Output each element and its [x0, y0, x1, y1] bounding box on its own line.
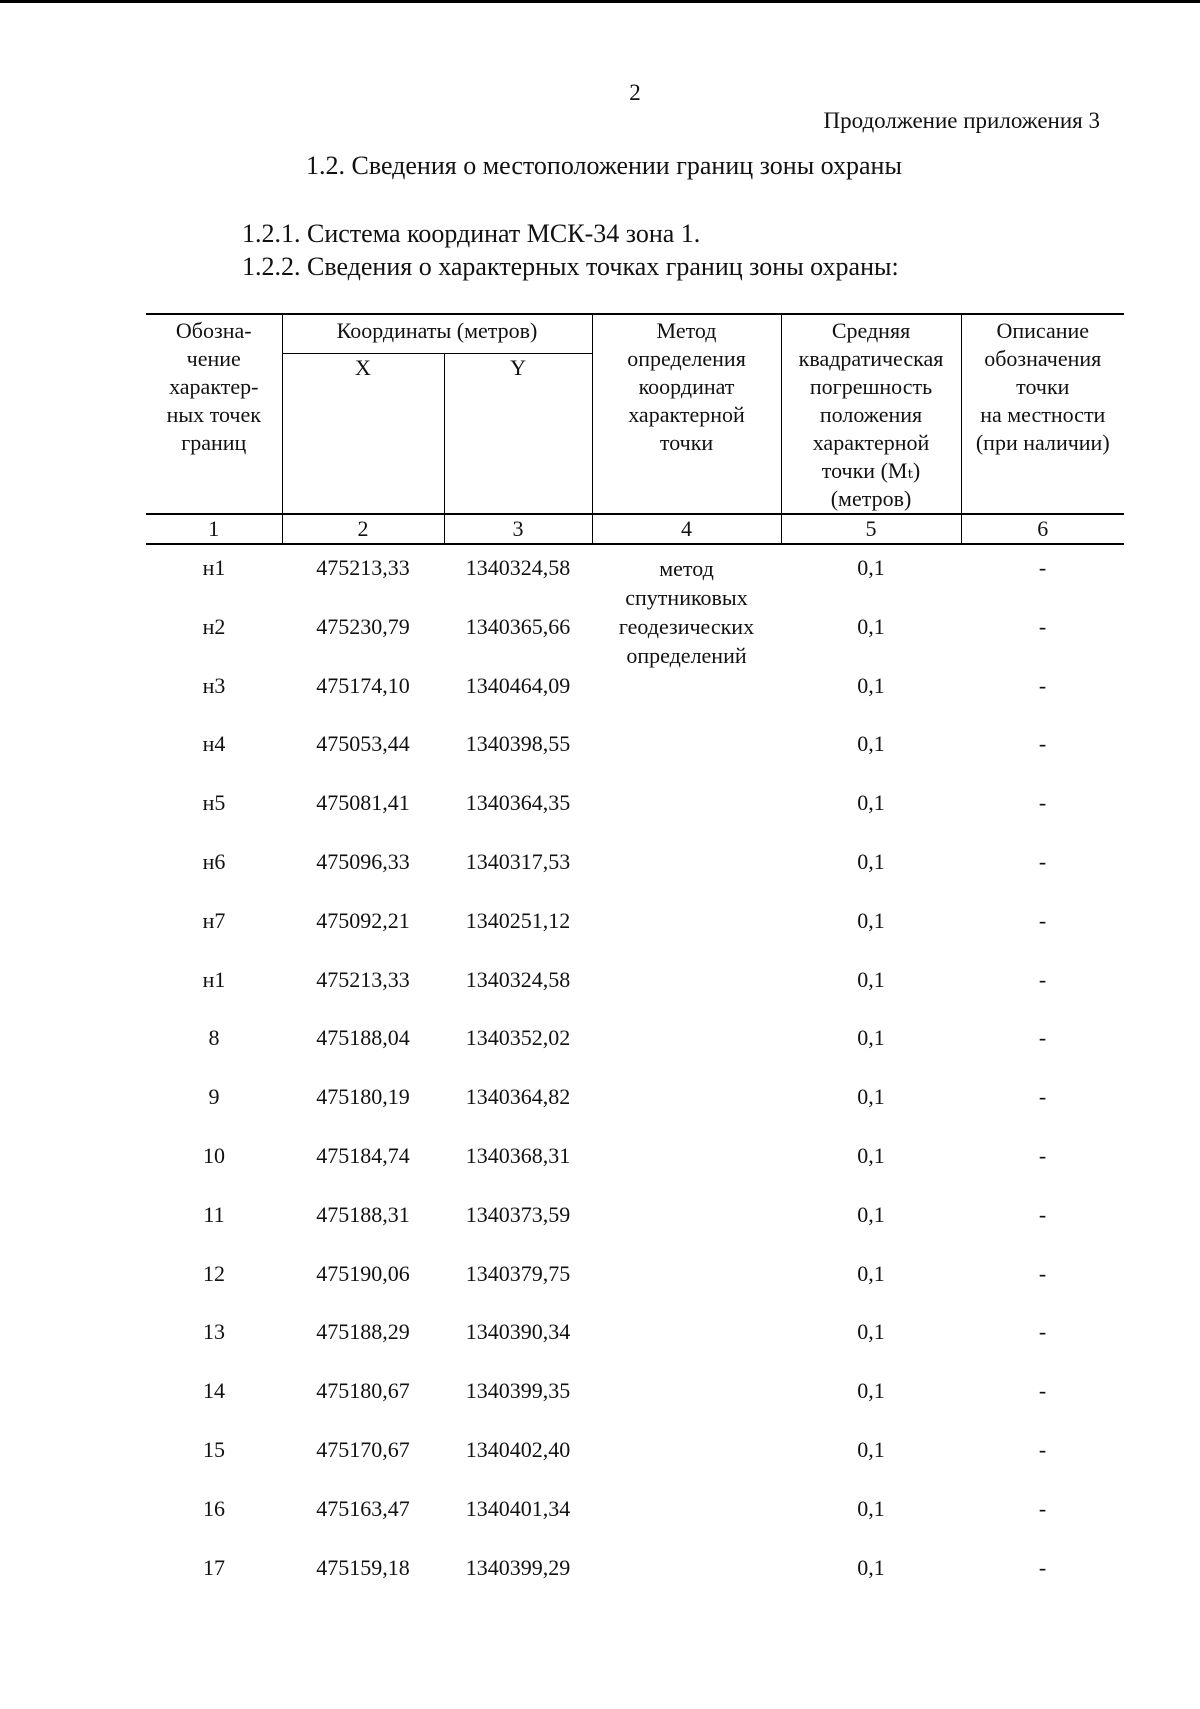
header-mean-square-error — [781, 314, 961, 514]
top-rule — [0, 0, 1200, 3]
x-cell: 475092,21 — [316, 907, 410, 933]
y-cell: 1340399,29 — [465, 1554, 571, 1580]
description-cell: - — [1038, 790, 1047, 816]
method-cell: метод спутниковых геодезических определений — [618, 556, 755, 668]
coordinate-system-line: 1.2.1. Система координат МСК-34 зона 1. — [242, 219, 701, 248]
table-row — [146, 1015, 1124, 1074]
point-cell: 9 — [208, 1084, 220, 1110]
x-cell: 475096,33 — [316, 848, 410, 874]
x-cell: 475188,29 — [316, 1319, 410, 1345]
x-cell: 475081,41 — [316, 790, 410, 816]
header-method — [592, 314, 781, 514]
point-cell: 14 — [203, 1378, 225, 1404]
column-number: 2 — [282, 514, 444, 544]
table-row — [146, 1368, 1124, 1427]
header-description-text: Описание обозначения точки на местности (при наличии) — [975, 318, 1110, 455]
description-cell: - — [1038, 1436, 1047, 1462]
x-cell: 475213,33 — [316, 555, 410, 580]
y-cell: 1340402,40 — [465, 1436, 571, 1462]
point-cell: 10 — [203, 1142, 225, 1168]
column-numbers-row — [146, 514, 1124, 544]
point-cell: 17 — [203, 1554, 225, 1580]
point-cell: н6 — [202, 848, 226, 874]
table-row — [146, 663, 1124, 722]
y-cell: 1340324,58 — [465, 555, 571, 580]
y-cell: 1340324,58 — [465, 966, 571, 992]
error-cell: 0,1 — [857, 1495, 885, 1521]
point-cell: н4 — [202, 731, 226, 757]
x-cell: 475190,06 — [316, 1260, 410, 1286]
table-row — [146, 898, 1124, 957]
description-cell: - — [1038, 1495, 1047, 1521]
point-cell: н2 — [202, 613, 226, 639]
error-cell: 0,1 — [857, 907, 885, 933]
x-cell: 475174,10 — [316, 672, 410, 698]
point-cell: н7 — [202, 907, 226, 933]
description-cell: - — [1038, 1260, 1047, 1286]
error-cell: 0,1 — [857, 1554, 885, 1580]
y-cell: 1340373,59 — [465, 1201, 571, 1227]
y-cell: 1340364,35 — [465, 790, 571, 816]
error-cell: 0,1 — [857, 1025, 885, 1051]
error-cell: 0,1 — [857, 1084, 885, 1110]
x-cell: 475053,44 — [316, 731, 410, 757]
error-cell: 0,1 — [857, 966, 885, 992]
table-row — [146, 957, 1124, 1016]
table-row — [146, 604, 1124, 663]
error-cell: 0,1 — [857, 1319, 885, 1345]
table-row — [146, 1074, 1124, 1133]
table-body — [146, 545, 1124, 1603]
header-y: Y — [444, 354, 592, 514]
table-row — [146, 1309, 1124, 1368]
error-cell: 0,1 — [857, 1436, 885, 1462]
point-cell: 12 — [203, 1260, 225, 1286]
point-cell: 16 — [203, 1495, 225, 1521]
section-title: 1.2. Сведения о местоположении границ зоны охраны — [306, 151, 902, 180]
table-row — [146, 1192, 1124, 1251]
header-point-designation-text: Обозна- чение характер- ных точек границ — [166, 318, 261, 455]
column-number: 6 — [961, 514, 1124, 544]
table-row — [146, 1545, 1124, 1604]
x-cell: 475188,04 — [316, 1025, 410, 1051]
x-cell: 475180,19 — [316, 1084, 410, 1110]
error-cell: 0,1 — [857, 848, 885, 874]
table-row — [146, 721, 1124, 780]
y-cell: 1340352,02 — [465, 1025, 571, 1051]
description-cell: - — [1038, 613, 1047, 639]
x-cell: 475188,31 — [316, 1201, 410, 1227]
description-cell: - — [1038, 1554, 1047, 1580]
header-point-designation — [146, 314, 282, 514]
x-cell: 475230,79 — [316, 613, 410, 639]
page-number: 2 — [629, 80, 641, 105]
point-cell: н1 — [202, 966, 226, 992]
x-cell: 475170,67 — [316, 1436, 410, 1462]
y-cell: 1340368,31 — [465, 1142, 571, 1168]
y-cell: 1340399,35 — [465, 1378, 571, 1404]
rows-container — [146, 545, 1124, 1603]
error-cell: 0,1 — [857, 1142, 885, 1168]
point-cell: н1 — [202, 555, 226, 580]
point-cell: н3 — [202, 672, 226, 698]
x-cell: 475180,67 — [316, 1378, 410, 1404]
column-number: 3 — [444, 514, 592, 544]
table-row — [146, 839, 1124, 898]
points-info-line: 1.2.2. Сведения о характерных точках границ зоны охраны: — [242, 252, 899, 281]
description-cell: - — [1038, 1025, 1047, 1051]
x-cell: 475184,74 — [316, 1142, 410, 1168]
error-cell: 0,1 — [857, 1260, 885, 1286]
y-cell: 1340390,34 — [465, 1319, 571, 1345]
header-method-text: Метод определения координат характерной точки — [627, 318, 746, 455]
header-mean-square-error-text: Средняя квадратическая погрешность положения характерной точки (Mₜ) (метров) — [798, 318, 944, 511]
table-row — [146, 1251, 1124, 1310]
column-number: 5 — [781, 514, 961, 544]
y-cell: 1340364,82 — [465, 1084, 571, 1110]
continuation-label: Продолжение приложения 3 — [823, 108, 1100, 133]
y-cell: 1340398,55 — [465, 731, 571, 757]
point-cell: 11 — [203, 1201, 225, 1227]
description-cell: - — [1038, 731, 1047, 757]
y-cell: 1340379,75 — [465, 1260, 571, 1286]
description-cell: - — [1038, 1084, 1047, 1110]
description-cell: - — [1038, 1319, 1047, 1345]
x-cell: 475213,33 — [316, 966, 410, 992]
error-cell: 0,1 — [857, 731, 885, 757]
table-row — [146, 1133, 1124, 1192]
description-cell: - — [1038, 672, 1047, 698]
point-cell: 13 — [203, 1319, 225, 1345]
error-cell: 0,1 — [857, 555, 885, 580]
y-cell: 1340317,53 — [465, 848, 571, 874]
error-cell: 0,1 — [857, 672, 885, 698]
table-row — [146, 1486, 1124, 1545]
table-row — [146, 545, 1124, 604]
header-description — [961, 314, 1124, 514]
x-cell: 475163,47 — [316, 1495, 410, 1521]
column-number: 1 — [146, 514, 282, 544]
y-cell: 1340401,34 — [465, 1495, 571, 1521]
y-cell: 1340464,09 — [465, 672, 571, 698]
x-cell: 475159,18 — [316, 1554, 410, 1580]
description-cell: - — [1038, 1378, 1047, 1404]
description-cell: - — [1038, 907, 1047, 933]
description-cell: - — [1038, 555, 1047, 580]
table-row — [146, 780, 1124, 839]
description-cell: - — [1038, 848, 1047, 874]
header-x: X — [282, 354, 444, 514]
column-number: 4 — [592, 514, 781, 544]
description-cell: - — [1038, 1142, 1047, 1168]
y-cell: 1340251,12 — [465, 907, 571, 933]
error-cell: 0,1 — [857, 613, 885, 639]
description-cell: - — [1038, 966, 1047, 992]
error-cell: 0,1 — [857, 790, 885, 816]
table-header — [146, 313, 1124, 545]
header-coordinates: Координаты (метров) — [282, 314, 592, 354]
table-row — [146, 1427, 1124, 1486]
point-cell: 8 — [208, 1025, 220, 1051]
description-cell: - — [1038, 1201, 1047, 1227]
point-cell: н5 — [202, 790, 226, 816]
error-cell: 0,1 — [857, 1201, 885, 1227]
error-cell: 0,1 — [857, 1378, 885, 1404]
y-cell: 1340365,66 — [465, 613, 571, 639]
point-cell: 15 — [203, 1436, 225, 1462]
